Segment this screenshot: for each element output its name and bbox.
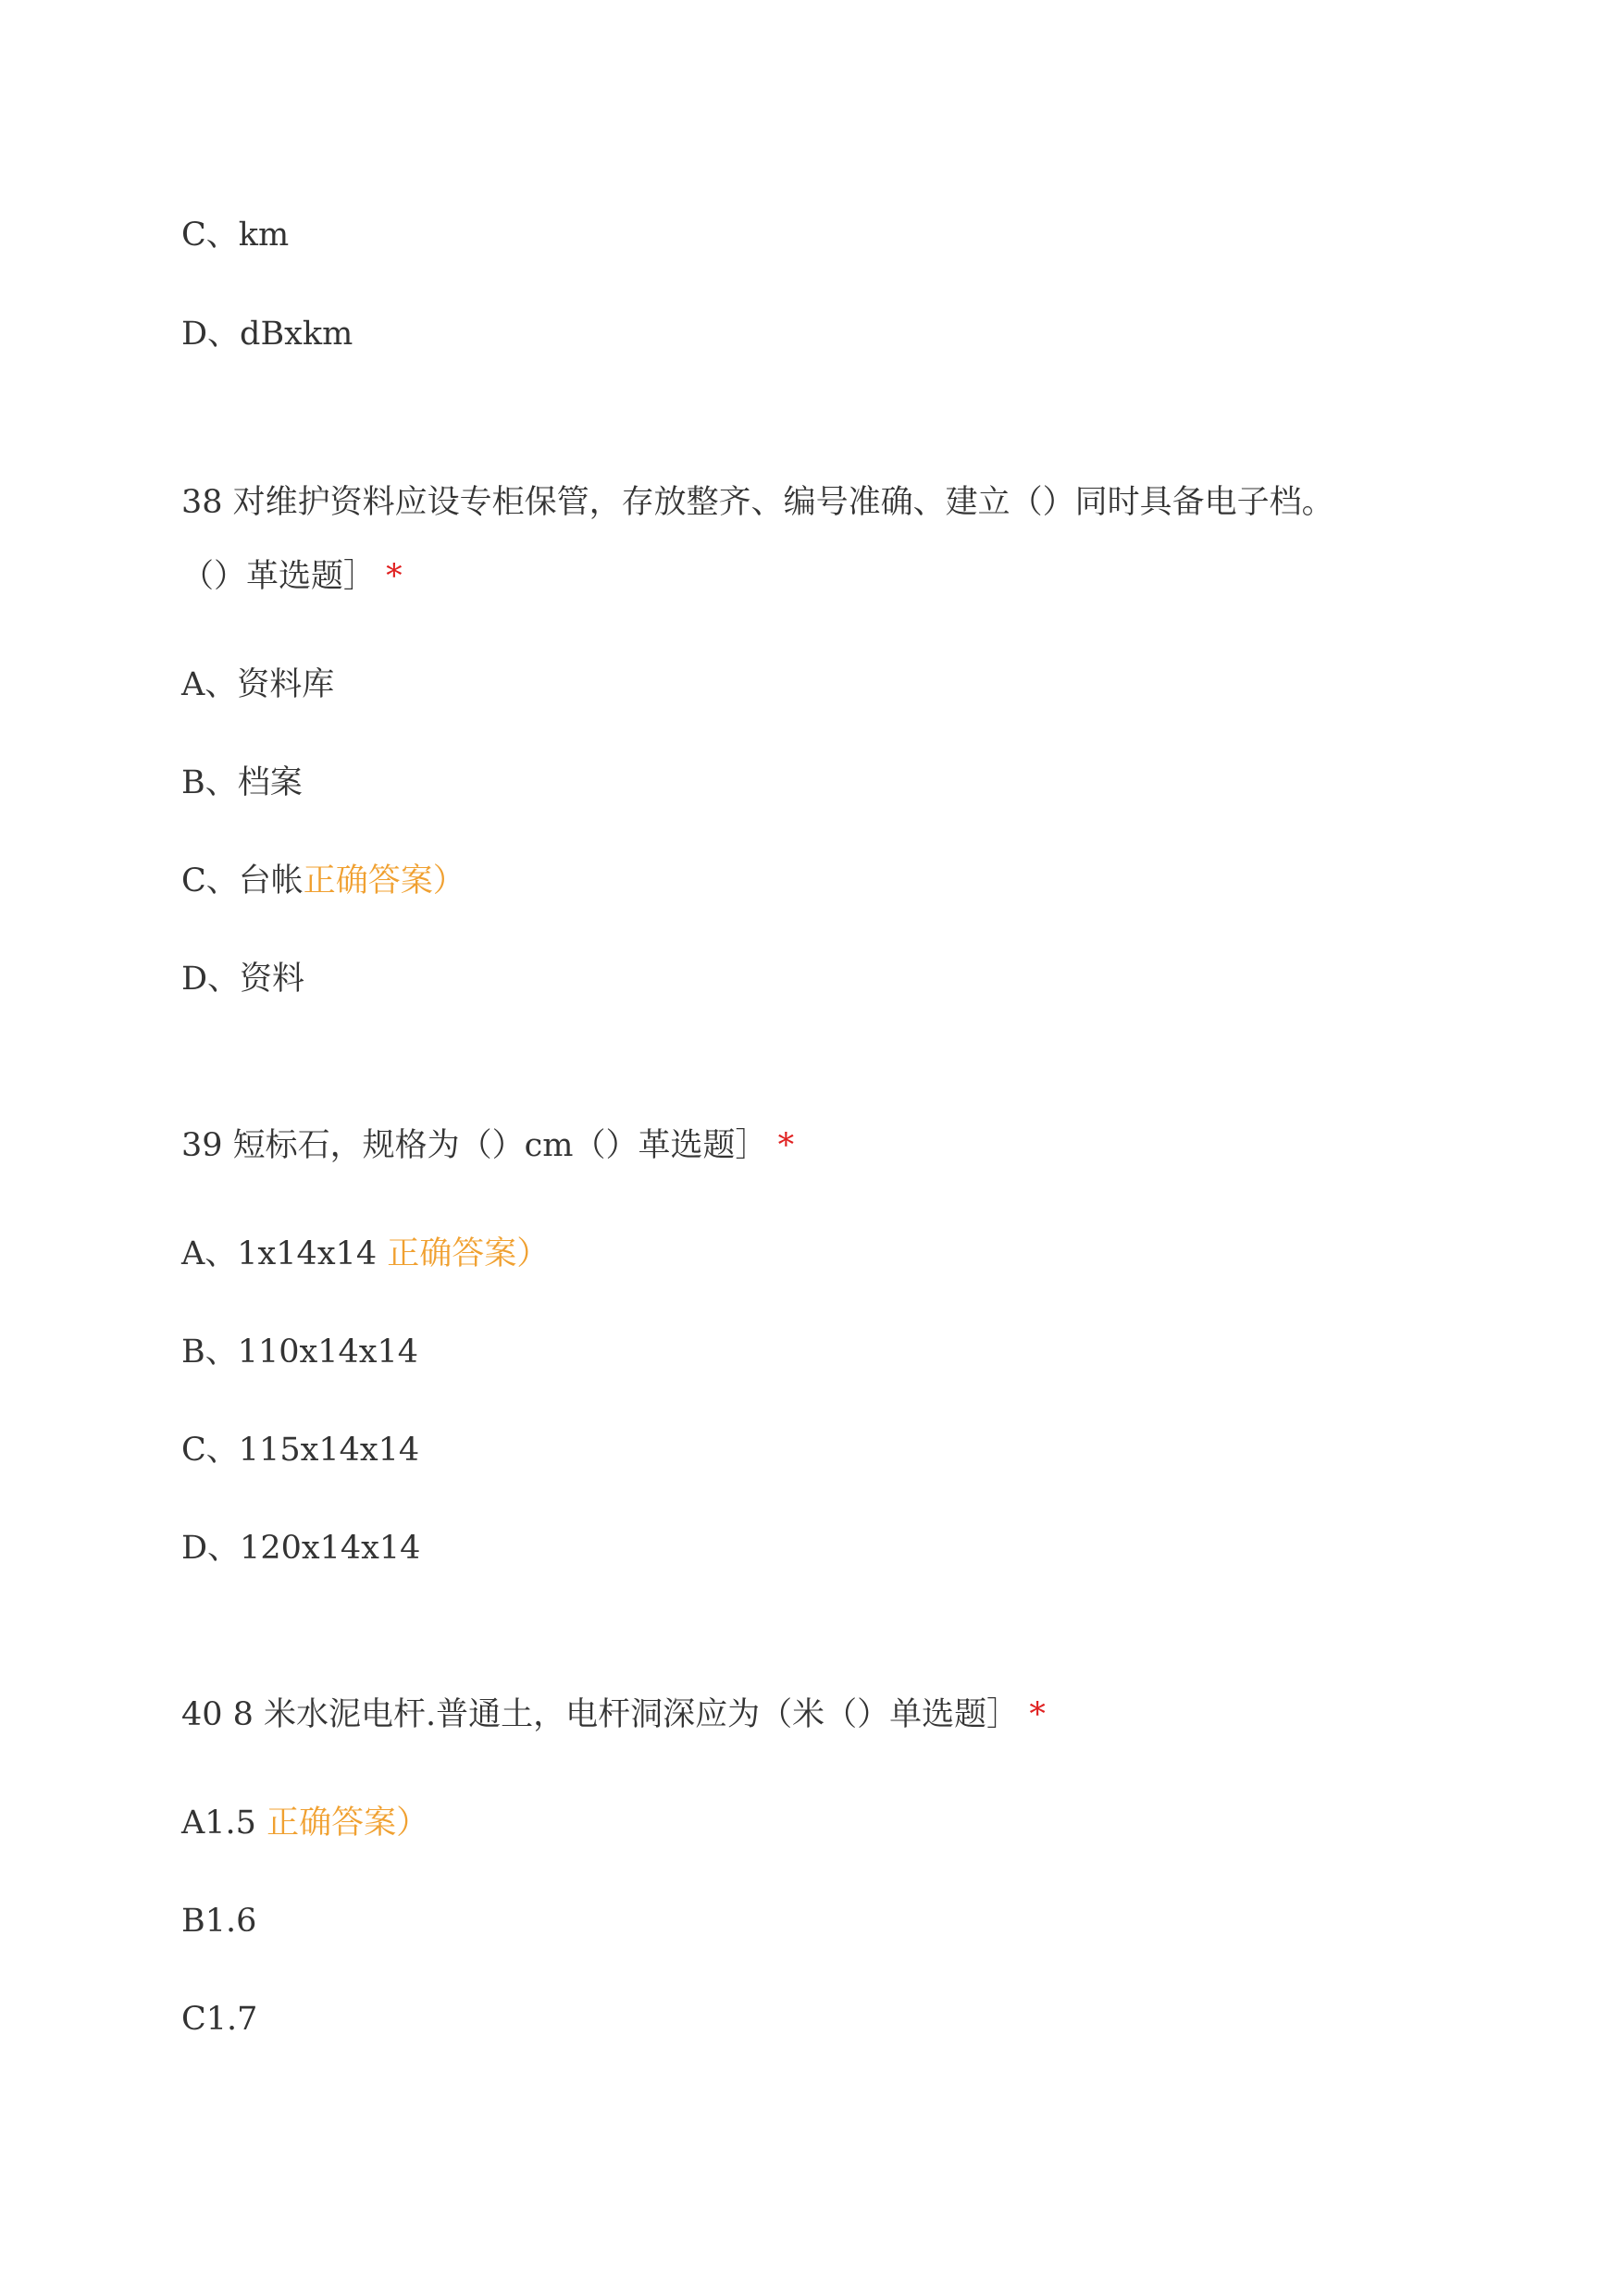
- option-c: [181, 1997, 257, 2041]
- question-38-title: [181, 480, 1334, 525]
- option-text: A、1x14x14: [181, 1235, 388, 1272]
- question-39-title: [181, 1123, 794, 1168]
- option-d: [181, 957, 304, 1001]
- option-text: B、档案: [181, 764, 303, 801]
- question-type: （）革选题］: [181, 558, 377, 595]
- question-text: 39 短标石，规格为（）cm（）革选题］: [181, 1127, 768, 1164]
- option-text: B1.6: [181, 1903, 257, 1940]
- option-text: A、资料库: [181, 666, 335, 703]
- option-a: [181, 1801, 428, 1845]
- option-b: [181, 1899, 256, 1943]
- correct-answer-tag: 正确答案）: [303, 862, 465, 899]
- required-asterisk: *: [386, 558, 403, 595]
- question-text: 40 8 米水泥电杆.普通土，电杆洞深应为（米（）单选题］: [181, 1696, 1020, 1733]
- option-c: [181, 859, 465, 903]
- option-c: [181, 213, 289, 257]
- option-text: C、km: [181, 217, 290, 254]
- option-d: [181, 312, 353, 356]
- option-b: [181, 1330, 418, 1374]
- question-text: 38 对维护资料应设专柜保管，存放整齐、编号准确、建立（）同时具备电子档。: [181, 484, 1334, 521]
- option-text: B、110x14x14: [181, 1334, 419, 1371]
- option-text: A1.5: [181, 1805, 267, 1842]
- option-a: [181, 1232, 549, 1276]
- option-text: D、dBxkm: [181, 316, 353, 353]
- correct-answer-tag: 正确答案）: [267, 1805, 429, 1842]
- question-40-title: [181, 1693, 1046, 1737]
- correct-answer-tag: 正确答案）: [387, 1235, 550, 1272]
- option-a: [181, 663, 334, 707]
- option-d: [181, 1526, 420, 1570]
- required-asterisk: *: [777, 1127, 795, 1164]
- option-c: [181, 1428, 419, 1472]
- option-text: C、115x14x14: [181, 1432, 420, 1469]
- option-text: D、120x14x14: [181, 1530, 421, 1567]
- option-text: D、资料: [181, 961, 305, 998]
- option-text: C、台帐: [181, 862, 304, 899]
- option-b: [181, 761, 303, 805]
- question-38-subtitle: [181, 554, 403, 599]
- option-text: C1.7: [181, 2001, 258, 2038]
- required-asterisk: *: [1029, 1696, 1046, 1733]
